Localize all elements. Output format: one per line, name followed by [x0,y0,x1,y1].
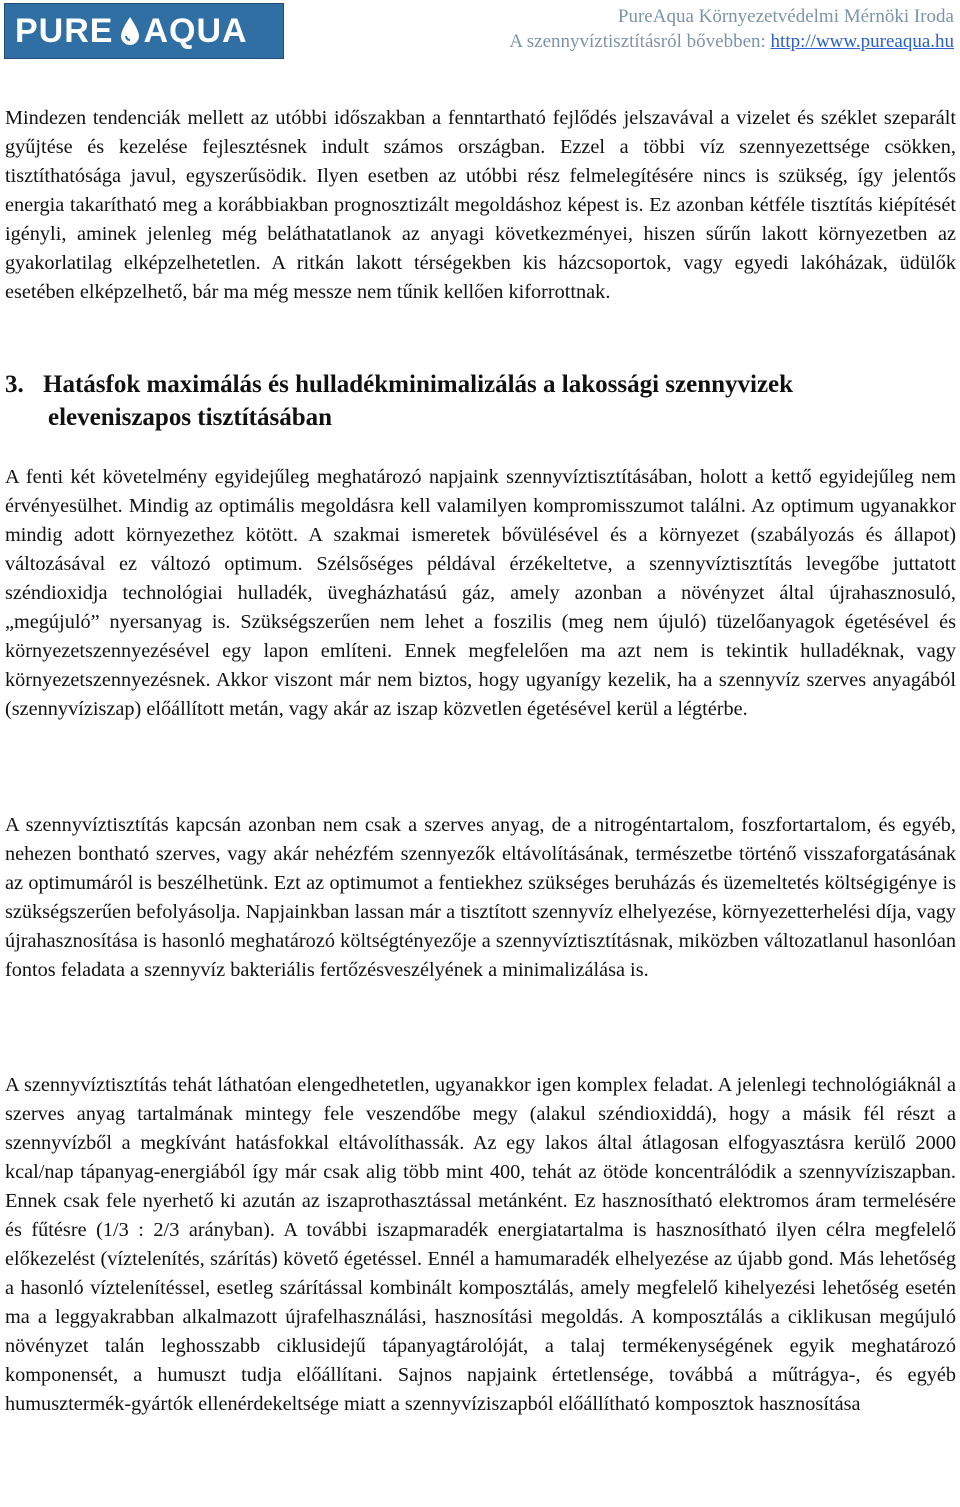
more-info-line [509,29,954,54]
body-paragraph-1-wrap [5,463,956,724]
page-header [0,0,960,64]
body-paragraph: A szennyvíztisztítás tehát láthatóan elengedhetetlen, ugyanakkor igen komplex feladat. A jelenlegi technológiáknál a szerves anyag tartalmának mintegy fele veszendőbe megy (alakul széndioxiddá), hogy a másik fél részt a szennyvízből a megkívánt hatásfokkal eltávolíthassák. Az egy lakos által átlagosan elfogyasztásra kerülő 2000 kcal/nap tápanyag-energiából így már csak alig több mint 400, tehát az ötöde koncentrálódik a szennyvíziszapban. Ennek csak fele nyerhető ki azután az iszaprothasztással metánként. Ez hasznosítható elektromos áram termelésére és fűtésre (1/3 : 2/3 arányban). A további iszapmaradék energiatartalma is hasznosítható ilyen célra megfelelő előkezelést (víztelenítés, szárítás) követő égetéssel. Ennél a hamumaradék elhelyezése az újabb gond. Más lehetőség a hasonló víztelenítéssel, esetleg szárítással kombinált komposztálás, amely megfelelő kihelyezési lehetőség esetén ma a leggyakrabban alkalmazott újrafelhasználási, hasznosítási megoldás. A komposztálás a ciklikusan megújuló növényzet talán leghosszabb ciklusidejű tápanyagtárolóját, a talaj termékenységének egyik meghatározó komponensét, a humuszt tudja előállítani. Sajnos napjaink értetlensége, továbbá a műtrágya-, és egyéb humusztermék-gyártók ellenérdekeltsége miatt a szennyvíziszapból előállítható komposztok hasznosítása [5,1074,956,1415]
more-info-label: A szennyvíztisztításról bővebben: [509,31,766,52]
logo-text-pure: PURE [15,11,114,50]
body-paragraph-2-wrap [5,811,956,985]
body-paragraph-3-wrap [5,1071,956,1419]
header-info [509,4,954,54]
body-paragraph: A fenti két követelmény egyidejűleg meghatározó napjaink szennyvíztisztításában, holott a kettő egyidejűleg nem érvényesülhet. Mindig az optimális megoldásra kell valamilyen kompromisszumot találni. Az optimum ugyanakkor mindig adott környezethez kötött. A szakmai ismeretek bővülésével és a környezet (szabályozás és állapot) változásával ez változó optimum. Szélsőséges példával érzékeltetve, a szennyvíztisztítás levegőbe juttatott széndioxidja technológiai hulladék, üvegházhatású gáz, amely azonban a növényzet által újrahasznosuló, „megújuló” nyersanyag is. Szükségszerűen nem lehet a foszilis (meg nem újuló) tüzelőanyagok égetésével és környezetszennyezésével egy lapon említeni. Ennek megfelelően ma azt nem is tekintik hulladéknak, vagy környezetszennyezésnek. Akkor viszont már nem biztos, hogy ugyanígy kezelik, ha a szennyvíz szerves anyagából (szennyvíziszap) előállított metán, vagy akár az iszap közvetlen égetésével kerül a légtérbe. [5,466,956,720]
section-title-line1: Hatásfok maximálás és hulladékminimalizálás a lakossági szennyvizek [43,371,794,398]
intro-paragraph: Mindezen tendenciák mellett az utóbbi időszakban a fenntartható fejlődés jelszavával a vizelet és széklet szeparált gyűjtése és kezelése fejlesztésnek indult számos országban. Ezzel a többi víz szennyezettsége csökken, tisztíthatósága javul, egyszerűsödik. Ilyen esetben az utóbbi rész felmelegítésére nincs is szükség, így jelentős energia takarítható meg a korábbiakban prognosztizált megoldáshoz képest is. Ez azonban kétféle tisztítás kiépítését igényli, aminek jelenleg még beláthatatlanok az anyagi következményei, hiszen sűrűn lakott környezetben az gyakorlatilag elképzelhetetlen. A ritkán lakott térségekben kis házcsoportok, vagy egyedi lakóházak, üdülők esetében elképzelhető, bár ma még messze nem tűnik kellően kiforrottnak. [5,107,956,303]
intro-section [5,104,956,307]
org-name: PureAqua Környezetvédelmi Mérnöki Iroda [617,6,954,27]
website-link[interactable]: http://www.pureaqua.hu [770,31,954,52]
body-paragraph: A szennyvíztisztítás kapcsán azonban nem csak a szerves anyag, de a nitrogéntartalom, foszfortartalom, és egyéb, nehezen bontható szerves, vagy akár nehézfém szennyezők eltávolításának, természetbe történő visszaforgatásának az optimumáról is beszélhetünk. Ezt az optimumot a fentiekhez szükséges beruházás és üzemeltetés költségigénye is szükségszerűen befolyásolja. Napjainkban lassan már a tisztított szennyvíz elhelyezése, környezetterhelési díja, vagy újrahasznosítása is hasonló meghatározó költségtényezője a szennyvíztisztításnak, miközben változatlanul hasonlóan fontos feladata a szennyvíz bakteriális fertőzésveszélyének a minimalizálása is. [5,814,956,981]
section-number: 3. [5,371,24,398]
section-title-line2: eleveniszapos tisztításában [48,404,333,431]
section-heading [5,368,956,434]
pureaqua-logo[interactable] [4,3,284,59]
water-drop-icon [119,16,141,46]
logo-text-aqua: AQUA [143,11,248,50]
